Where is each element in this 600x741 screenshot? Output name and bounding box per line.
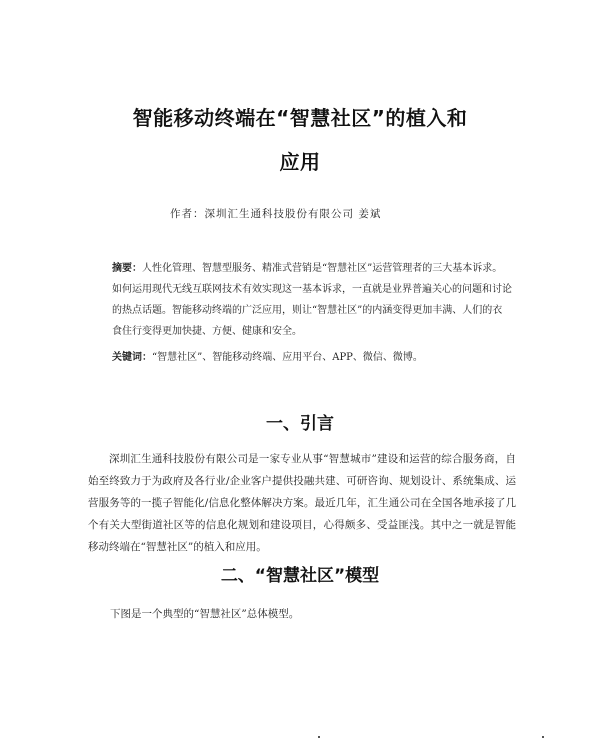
- paper-title-line-2: 应用: [279, 150, 321, 174]
- page-speck: [542, 736, 544, 738]
- keywords-text: “智慧社区”、智能移动终端、应用平台、APP、微信、微博。: [152, 352, 423, 363]
- section-heading-model: 二、“智慧社区”模型: [220, 566, 380, 586]
- section-body-model: 下图是一个典型的“智慧社区”总体模型。: [110, 608, 300, 620]
- abstract: [112, 258, 512, 342]
- page-speck: [318, 736, 320, 738]
- abstract-label: 摘要：: [112, 263, 142, 274]
- section-body-introduction: 深圳汇生通科技股份有限公司是一家专业从事“智慧城市”建设和运营的综合服务商，自始至终致力于为政府及各行业/企业客户提供投融共建、可研咨询、规划设计、系统集成、运营服务等的一揽子智能化/信息化整体解决方案。最近几年，汇生通公司在全国各地承接了几个有关大型街道社区等的信息化规划和建设项目，心得颇多、受益匪浅。其中之一就是智能移动终端在“智慧社区”的植入和应用。: [88, 453, 516, 553]
- section-heading-introduction: 一、引言: [266, 414, 334, 434]
- keywords: [112, 348, 512, 368]
- keywords-label: 关键词：: [112, 352, 152, 363]
- abstract-text: 人性化管理、智慧型服务、精准式营销是“智慧社区”运营管理者的三大基本诉求。如何运用现代无线互联网技术有效实现这一基本诉求，一直就是业界普遍关心的问题和讨论的热点话题。智能移动终端的广泛应用，则让“智慧社区”的内涵变得更加丰满、人们的衣食住行变得更加快捷、方便、健康和安全。: [112, 263, 512, 337]
- author-line: 作者：深圳汇生通科技股份有限公司 姜斌: [170, 208, 382, 220]
- paper-title-line-1: 智能移动终端在“智慧社区”的植入和: [132, 106, 468, 130]
